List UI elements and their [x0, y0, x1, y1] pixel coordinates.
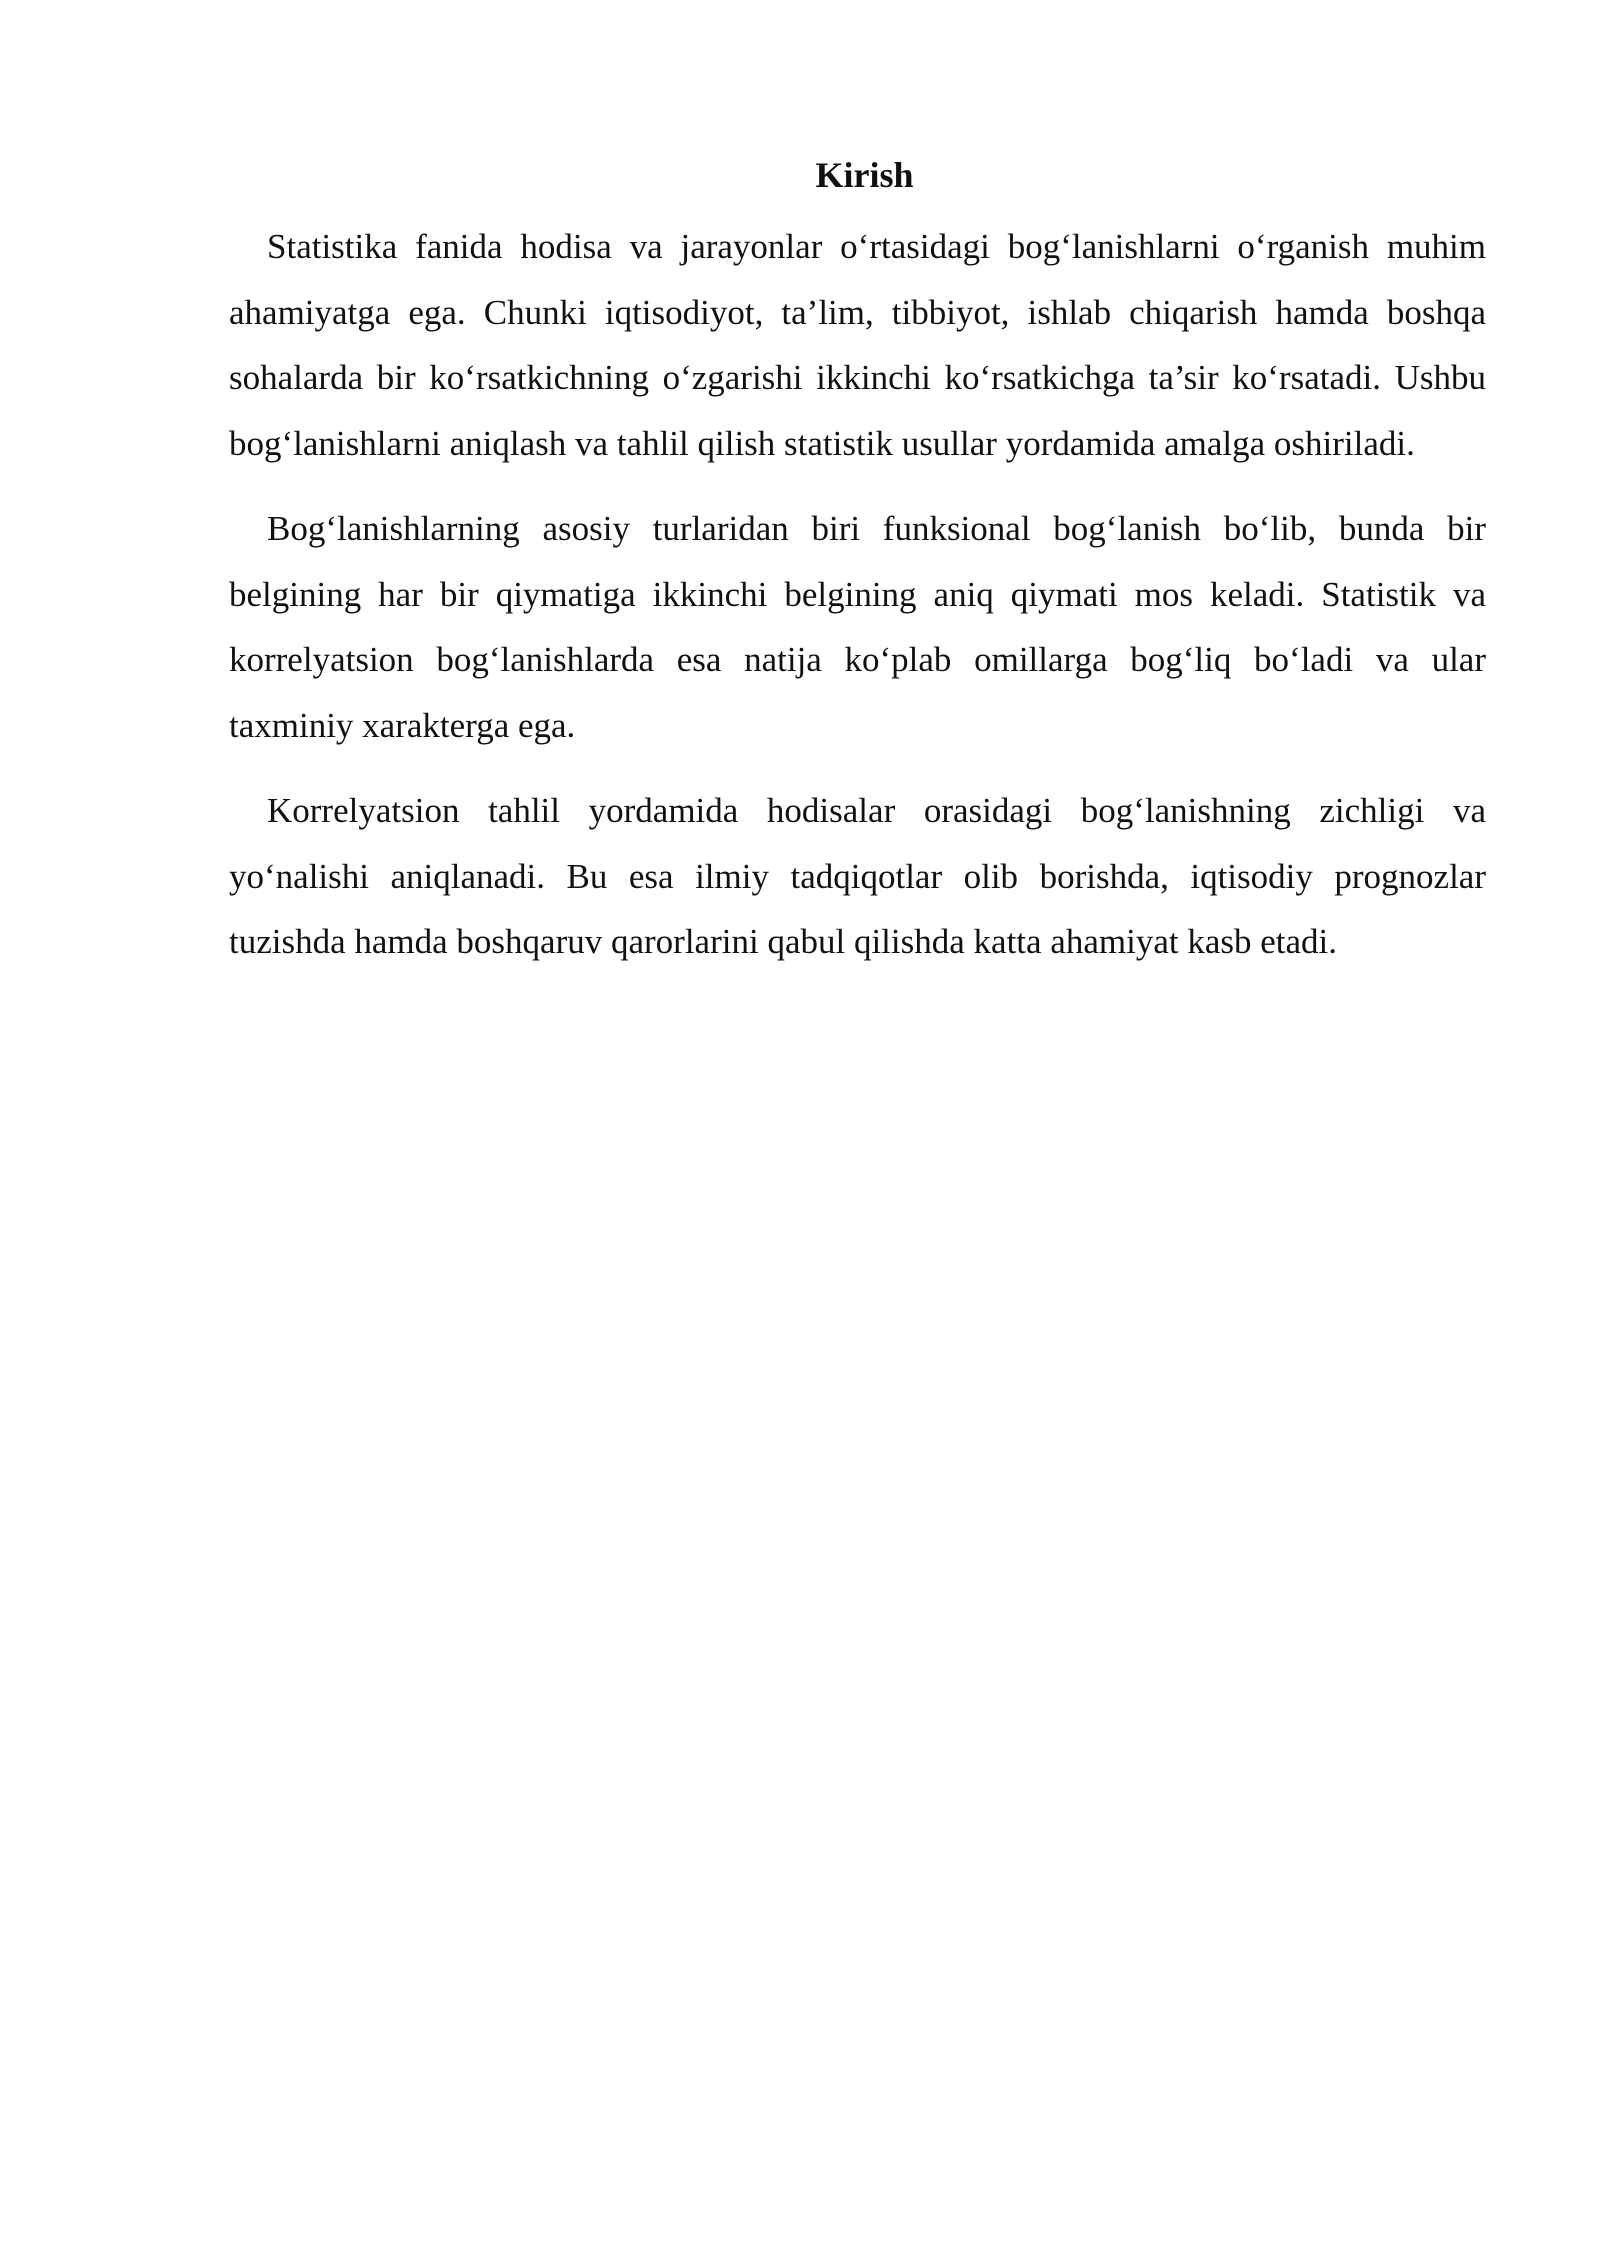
- paragraph-3: Korrelyatsion tahlil yordamida hodisalar orasidagi bog‘lanishning zichligi va yo‘nalishi aniqlanadi. Bu esa ilmiy tadqiqotlar olib borishda, iqtisodiy prognozlar tuzishda hamda boshqaruv qarorlarini qabul qilishda katta ahamiyat kasb etadi.: [229, 791, 1486, 961]
- page-title: Kirish: [815, 155, 914, 195]
- paragraph-1: Statistika fanida hodisa va jarayonlar o‘rtasidagi bog‘lanishlarni o‘rganish muhim ahamiyatga ega. Chunki iqtisodiyot, ta’lim, tibbiyot, ishlab chiqarish hamda boshqa sohalarda bir ko‘rsatkichning o‘zgarishi ikkinchi ko‘rsatkichga ta’sir ko‘rsatadi. Ushbu bog‘lanishlarni aniqlash va tahlil qilish statistik usullar yordamida amalga oshiriladi.: [229, 227, 1486, 463]
- document-body: [229, 150, 1486, 995]
- paragraph-2: Bog‘lanishlarning asosiy turlaridan biri funksional bog‘lanish bo‘lib, bunda bir belgining har bir qiymatiga ikkinchi belgining aniq qiymati mos keladi. Statistik va korrelyatsion bog‘lanishlarda esa natija ko‘plab omillarga bog‘liq bo‘ladi va ular taxminiy xarakterga ega.: [229, 509, 1486, 745]
